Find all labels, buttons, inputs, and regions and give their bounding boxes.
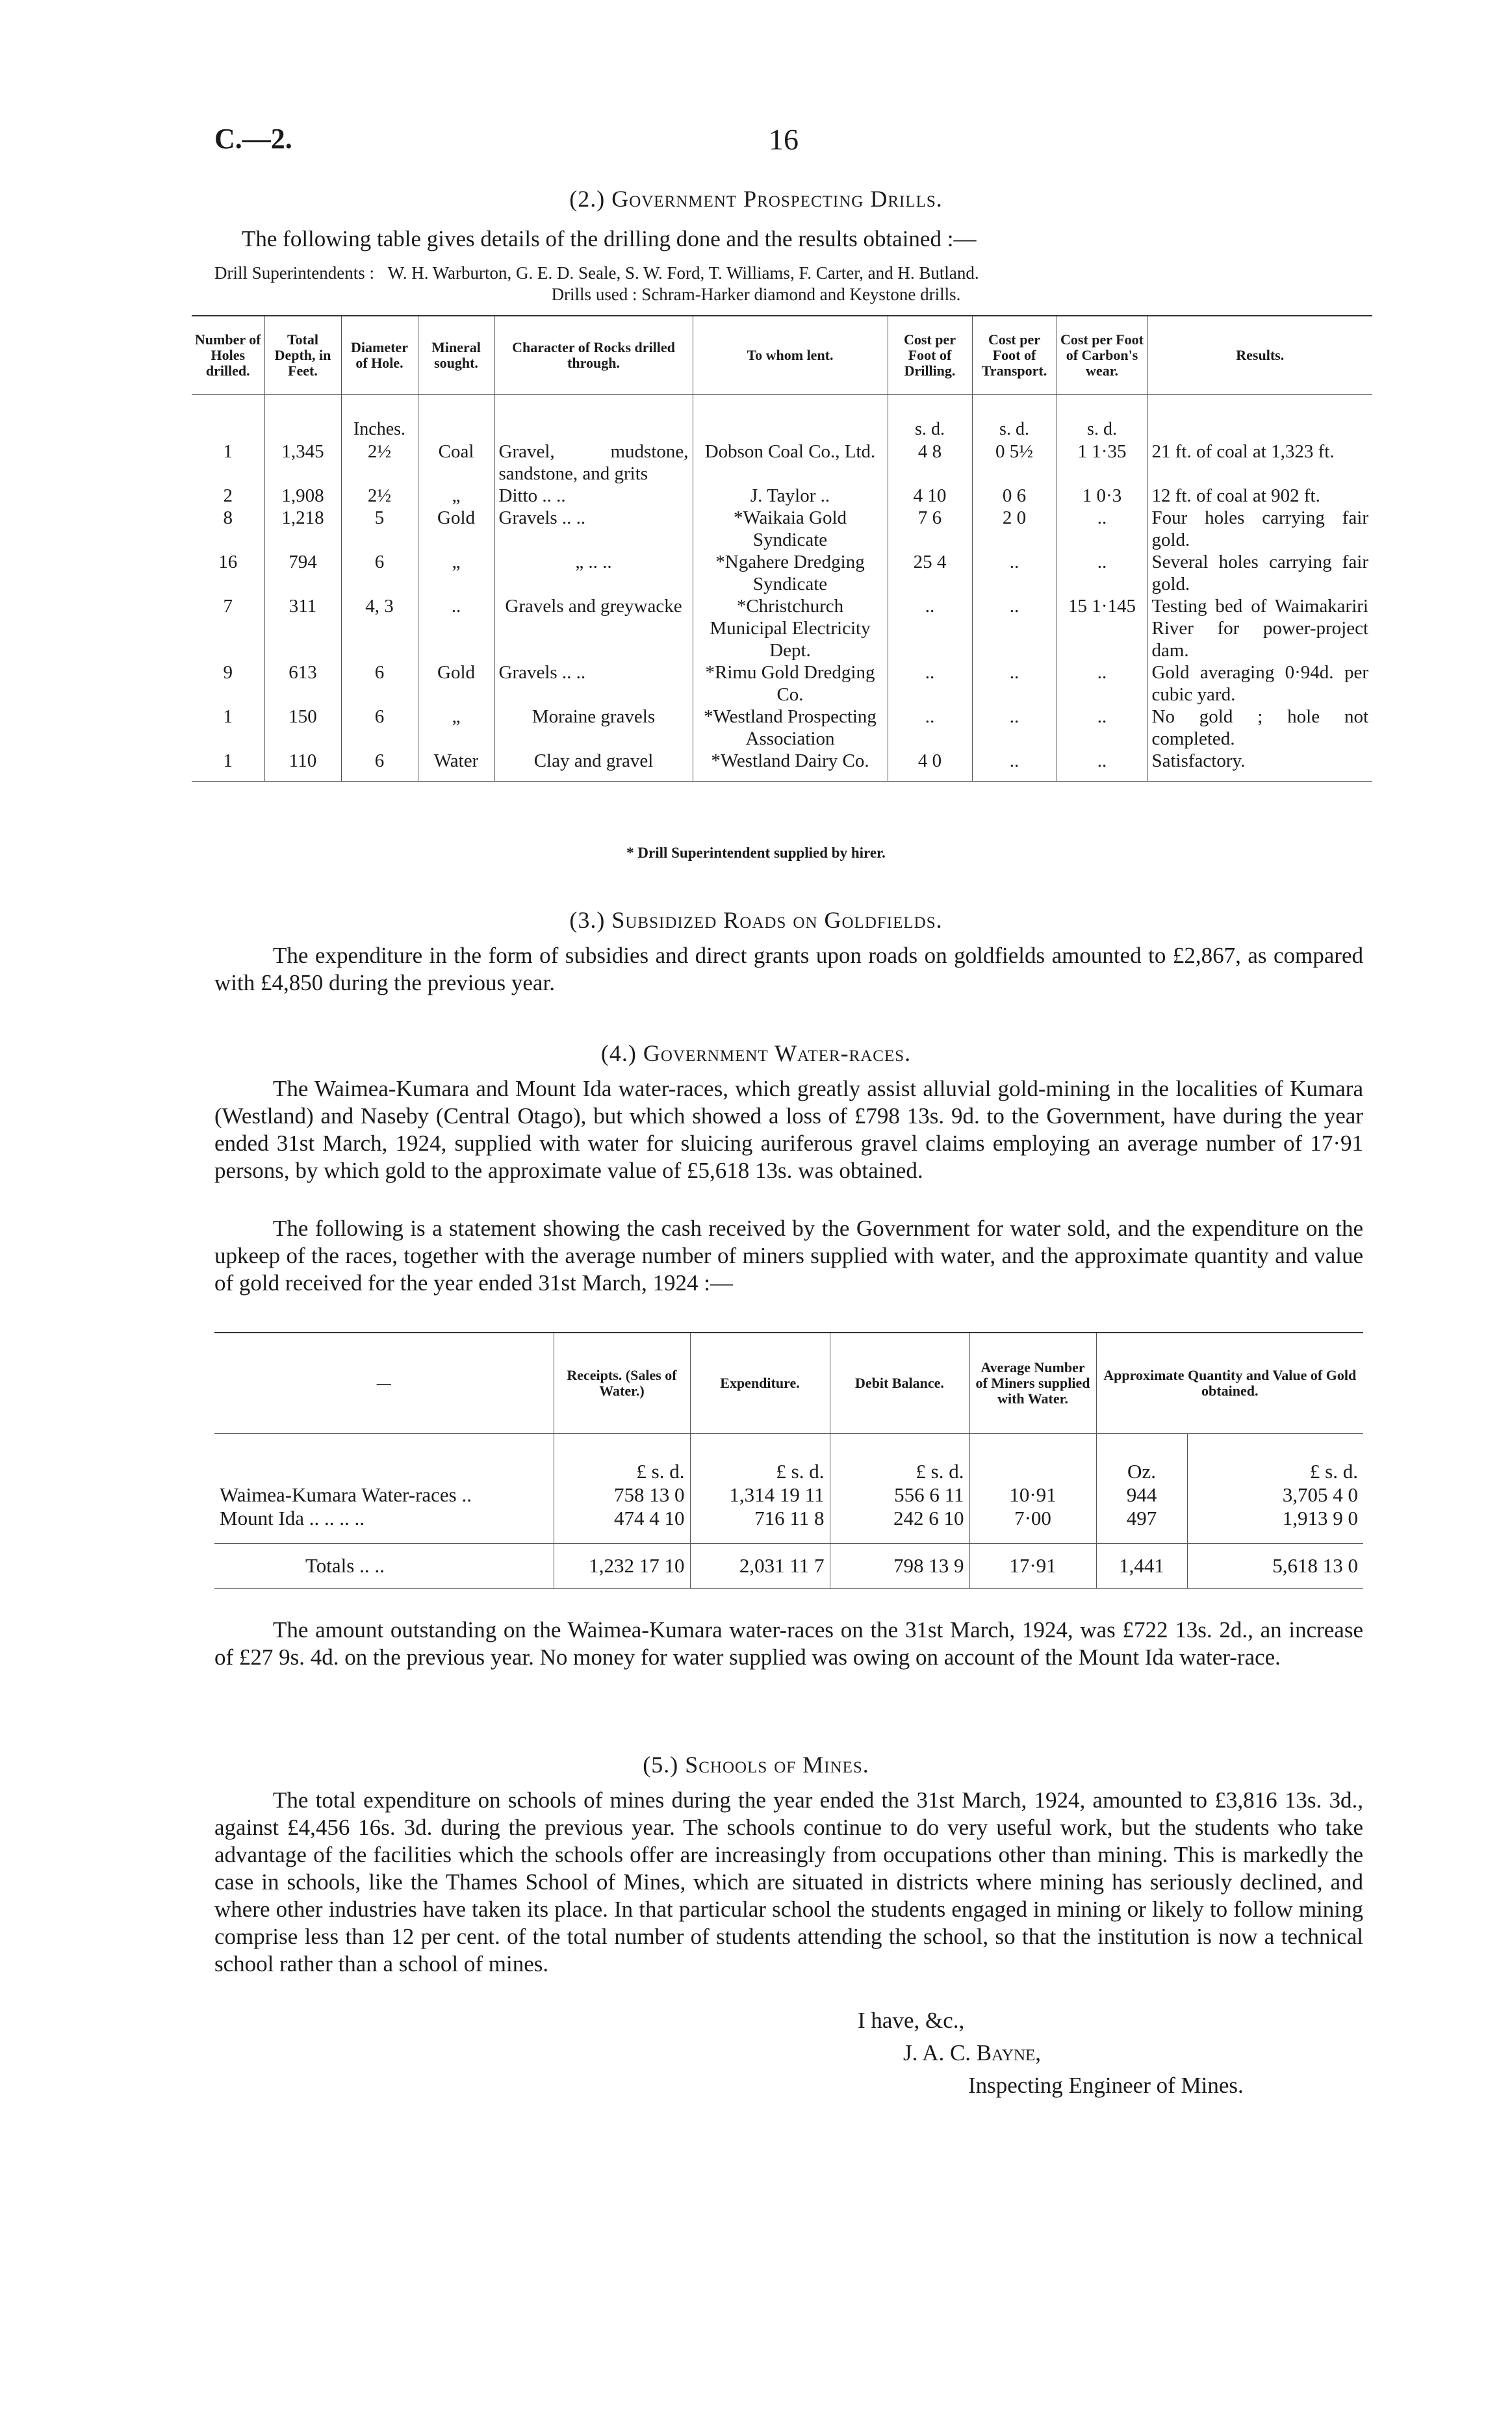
units-drilling: s. d. xyxy=(915,419,945,439)
total-debit: 798 13 9 xyxy=(830,1544,969,1589)
units-value: £ s. d. xyxy=(1187,1434,1363,1484)
cell-transport: .. xyxy=(972,706,1057,750)
water-races-header xyxy=(214,1333,1363,1434)
superintendents-names: W. H. Warburton, G. E. D. Seale, S. W. Ford, T. Williams, F. Carter, and H. Butland. xyxy=(387,263,979,283)
cell-expenditure: 1,314 19 11 xyxy=(690,1483,830,1507)
cell-rocks: Moraine gravels xyxy=(494,706,693,750)
section-2-title: (2.) Government Prospecting Drills. xyxy=(569,186,943,212)
cell-results: Satisfactory. xyxy=(1147,750,1372,782)
table-footnote: * Drill Superintendent supplied by hirer. xyxy=(626,845,886,861)
units-oz: Oz. xyxy=(1096,1434,1187,1484)
cell-transport: 0 5½ xyxy=(995,441,1033,462)
race-name: Waimea-Kumara Water-races .. xyxy=(220,1483,472,1506)
race-name: Mount Ida .. .. .. .. xyxy=(220,1507,365,1529)
section-5-title: (5.) Schools of Mines. xyxy=(643,1752,869,1778)
cell-mineral: Water xyxy=(418,750,494,782)
cell-drilling: .. xyxy=(888,595,972,661)
total-value: 5,618 13 0 xyxy=(1187,1544,1363,1589)
col-results: Results. xyxy=(1147,316,1372,395)
cell-transport: 0 6 xyxy=(972,485,1057,507)
col-cost-transport: Cost per Foot of Transport. xyxy=(972,316,1057,395)
cell-transport: 2 0 xyxy=(972,507,1057,551)
units-carbon: s. d. xyxy=(1087,419,1117,439)
cell-depth: 794 xyxy=(264,551,341,595)
totals-row xyxy=(214,1544,1363,1589)
cell-results: 12 ft. of coal at 902 ft. xyxy=(1147,485,1372,507)
section-4-para-1: The Waimea-Kumara and Mount Ida water-races, which greatly assist alluvial gold-mining in the localities of Kumara (Westland) and Naseby (Central Otago), but which showed a loss of £798 13s. 9d. to the Government, have during the year ended 31st March, 1924, supplied with water for sluicing auriferous gravel claims employing an average number of 17·91 persons, by which gold to the approximate value of £5,618 13s. was obtained. xyxy=(214,1076,1363,1183)
cell-mineral: .. xyxy=(418,595,494,661)
cell-receipts: 474 4 10 xyxy=(554,1507,690,1544)
table-row xyxy=(192,485,1372,507)
total-oz: 1,441 xyxy=(1096,1544,1187,1589)
table-row xyxy=(192,661,1372,706)
superintendents-label: Drill Superintendents : xyxy=(214,263,374,283)
cell-depth: 311 xyxy=(264,595,341,661)
col-cost-carbon: Cost per Foot of Carbon's wear. xyxy=(1057,316,1147,395)
cell-lent: *Rimu Gold Dredging Co. xyxy=(693,661,888,706)
col-gold: Approximate Quantity and Value of Gold obtained. xyxy=(1096,1333,1363,1434)
drilling-table xyxy=(192,315,1372,782)
table-row xyxy=(192,706,1372,750)
cell-lent: *Ngahere Dredging Syndicate xyxy=(693,551,888,595)
cell-holes: 1 xyxy=(223,441,233,462)
cell-depth: 1,345 xyxy=(281,441,324,462)
cell-carbon: .. xyxy=(1057,706,1147,750)
cell-transport: .. xyxy=(972,551,1057,595)
table-row xyxy=(192,595,1372,661)
drilling-table-header xyxy=(192,316,1372,395)
cell-oz: 497 xyxy=(1096,1507,1187,1544)
col-debit: Debit Balance. xyxy=(830,1333,969,1434)
cell-debit: 242 6 10 xyxy=(830,1507,969,1544)
cell-value: 3,705 4 0 xyxy=(1187,1483,1363,1507)
signatory-title: Inspecting Engineer of Mines. xyxy=(968,2073,1244,2098)
cell-carbon: .. xyxy=(1057,661,1147,706)
col-rocks: Character of Rocks drilled through. xyxy=(494,316,693,395)
cell-holes: 8 xyxy=(223,507,233,528)
cell-results: Four holes carrying fair gold. xyxy=(1147,507,1372,551)
col-miners: Average Number of Miners supplied with Water. xyxy=(969,1333,1096,1434)
cell-results: Several holes carrying fair gold. xyxy=(1147,551,1372,595)
col-holes: Number of Holes drilled. xyxy=(192,316,264,395)
cell-diameter: 6 xyxy=(341,750,418,782)
cell-mineral: „ xyxy=(418,706,494,750)
cell-carbon: .. xyxy=(1057,750,1147,782)
cell-holes: 1 xyxy=(223,706,233,727)
cell-lent: *Christchurch Municipal Electricity Dept. xyxy=(693,595,888,661)
cell-drilling: 7 6 xyxy=(888,507,972,551)
col-receipts: Receipts. (Sales of Water.) xyxy=(554,1333,690,1434)
cell-lent: *Westland Dairy Co. xyxy=(693,750,888,782)
col-depth: Total Depth, in Feet. xyxy=(264,316,341,395)
cell-drilling: 4 0 xyxy=(888,750,972,782)
cell-holes: 9 xyxy=(223,662,233,683)
cell-lent: *Westland Prospecting Association xyxy=(693,706,888,750)
col-diameter: Diameter of Hole. xyxy=(341,316,418,395)
cell-expenditure: 716 11 8 xyxy=(690,1507,830,1544)
cell-mineral: Coal xyxy=(438,441,474,462)
cell-drilling: 4 10 xyxy=(888,485,972,507)
cell-transport: .. xyxy=(972,661,1057,706)
cell-diameter: 2½ xyxy=(367,441,392,462)
cell-transport: .. xyxy=(972,750,1057,782)
cell-value: 1,913 9 0 xyxy=(1187,1507,1363,1544)
page-number: 16 xyxy=(769,123,799,156)
units-debit: £ s. d. xyxy=(830,1434,969,1484)
total-expenditure: 2,031 11 7 xyxy=(690,1544,830,1589)
table-row xyxy=(192,750,1372,782)
cell-drilling: .. xyxy=(888,661,972,706)
cell-diameter: 6 xyxy=(341,706,418,750)
cell-carbon: .. xyxy=(1057,507,1147,551)
cell-mineral: Gold xyxy=(418,661,494,706)
cell-holes: 16 xyxy=(218,552,238,572)
cell-depth: 1,218 xyxy=(264,507,341,551)
units-receipts: £ s. d. xyxy=(554,1434,690,1484)
drill-superintendents xyxy=(214,263,979,283)
cell-miners: 7·00 xyxy=(969,1507,1096,1544)
section-3-title: (3.) Subsidized Roads on Goldfields. xyxy=(569,907,943,933)
cell-oz: 944 xyxy=(1096,1483,1187,1507)
cell-transport: .. xyxy=(972,595,1057,661)
cell-depth: 613 xyxy=(264,661,341,706)
cell-drilling: .. xyxy=(888,706,972,750)
cell-debit: 556 6 11 xyxy=(830,1483,969,1507)
cell-rocks: Gravels .. .. xyxy=(494,507,693,551)
cell-diameter: 6 xyxy=(341,551,418,595)
col-lent: To whom lent. xyxy=(693,316,888,395)
cell-results: 21 ft. of coal at 1,323 ft. xyxy=(1151,441,1335,462)
cell-rocks: Clay and gravel xyxy=(494,750,693,782)
section-5-text: The total expenditure on schools of mines during the year ended the 31st March, 1924, amounted to £3,816 13s. 3d., against £4,456 16s. 3d. during the previous year. The schools continue to do very useful work, but the students who take advantage of the facilities which the schools offer are increasingly from occupations other than mining. This is markedly the case in schools, like the Thames School of Mines, which are situated in districts where mining has seriously declined, and where other industries have taken its place. In that particular school the students engaged in mining or likely to follow mining comprise less than 12 per cent. of the total number of students attending the school, so that the institution is now a technical school rather than a school of mines. xyxy=(214,1787,1363,1976)
cell-lent: Dobson Coal Co., Ltd. xyxy=(704,441,876,462)
cell-carbon: 1 0·3 xyxy=(1057,485,1147,507)
cell-rocks: Ditto .. .. xyxy=(494,485,693,507)
cell-depth: 1,908 xyxy=(264,485,341,507)
col-expenditure: Expenditure. xyxy=(690,1333,830,1434)
cell-results: Testing bed of Waimakariri River for power-project dam. xyxy=(1147,595,1372,661)
drills-used: Drills used : Schram-Harker diamond and Keystone drills. xyxy=(551,285,961,304)
cell-drilling: 25 4 xyxy=(888,551,972,595)
units-expenditure: £ s. d. xyxy=(690,1434,830,1484)
cell-diameter: 2½ xyxy=(341,485,418,507)
total-receipts: 1,232 17 10 xyxy=(554,1544,690,1589)
units-inches: Inches. xyxy=(353,419,406,439)
signatory-name: J. A. C. Bayne, xyxy=(903,2040,1042,2065)
units-row xyxy=(214,1434,1363,1484)
cell-diameter: 4, 3 xyxy=(341,595,418,661)
cell-depth: 150 xyxy=(264,706,341,750)
totals-label: Totals .. .. xyxy=(214,1544,554,1589)
cell-holes: 1 xyxy=(192,750,264,782)
cell-lent: *Waikaia Gold Syndicate xyxy=(693,507,888,551)
col-name: — xyxy=(214,1333,554,1434)
col-mineral: Mineral sought. xyxy=(418,316,494,395)
cell-holes: 2 xyxy=(223,485,233,506)
cell-rocks: Gravels and greywacke xyxy=(494,595,693,661)
cell-carbon: .. xyxy=(1057,551,1147,595)
cell-carbon: 15 1·145 xyxy=(1057,595,1147,661)
cell-diameter: 5 xyxy=(341,507,418,551)
cell-carbon: 1 1·35 xyxy=(1077,441,1127,462)
cell-mineral: Gold xyxy=(418,507,494,551)
section-3-text: The expenditure in the form of subsidies and direct grants upon roads on goldfields amounted to £2,867, as compared with £4,850 during the previous year. xyxy=(214,943,1363,995)
cell-diameter: 6 xyxy=(341,661,418,706)
cell-depth: 110 xyxy=(264,750,341,782)
table-row xyxy=(192,507,1372,551)
cell-lent: J. Taylor .. xyxy=(693,485,888,507)
cell-rocks: Gravel, mudstone, sandstone, and grits xyxy=(498,441,689,484)
cell-results: Gold averaging 0·94d. per cubic yard. xyxy=(1147,661,1372,706)
total-miners: 17·91 xyxy=(969,1544,1096,1589)
closing: I have, &c., xyxy=(858,2008,965,2033)
cell-holes: 7 xyxy=(223,596,233,617)
cell-rocks: „ .. .. xyxy=(494,551,693,595)
cell-rocks: Gravels .. .. xyxy=(494,661,693,706)
cell-mineral: „ xyxy=(418,485,494,507)
section-4-para-3: The amount outstanding on the Waimea-Kumara water-races on the 31st March, 1924, was £722 13s. 2d., an increase of £27 9s. 4d. on the previous year. No money for water supplied was owing on account of the Mount Ida water-race. xyxy=(214,1617,1363,1670)
cell-drilling: 4 8 xyxy=(917,441,942,462)
cell-miners: 10·91 xyxy=(969,1483,1096,1507)
cell-mineral: „ xyxy=(418,551,494,595)
section-4-para-2: The following is a statement showing the cash received by the Government for water sold, and the expenditure on the upkeep of the races, together with the average number of miners supplied with water, and the approximate quantity and value of gold received for the year ended 31st March, 1924 :— xyxy=(214,1216,1363,1296)
table-row xyxy=(192,551,1372,595)
section-4-title: (4.) Government Water-races. xyxy=(600,1040,912,1066)
section-2-intro: The following table gives details of the drilling done and the results obtained :— xyxy=(242,226,977,251)
document-reference: C.—2. xyxy=(214,123,292,155)
table-row xyxy=(214,1483,1363,1507)
cell-results: No gold ; hole not completed. xyxy=(1147,706,1372,750)
units-transport: s. d. xyxy=(999,419,1029,439)
water-races-table xyxy=(214,1332,1363,1589)
table-row xyxy=(214,1507,1363,1544)
table-row xyxy=(192,395,1372,485)
cell-receipts: 758 13 0 xyxy=(554,1483,690,1507)
col-cost-drilling: Cost per Foot of Drilling. xyxy=(888,316,972,395)
